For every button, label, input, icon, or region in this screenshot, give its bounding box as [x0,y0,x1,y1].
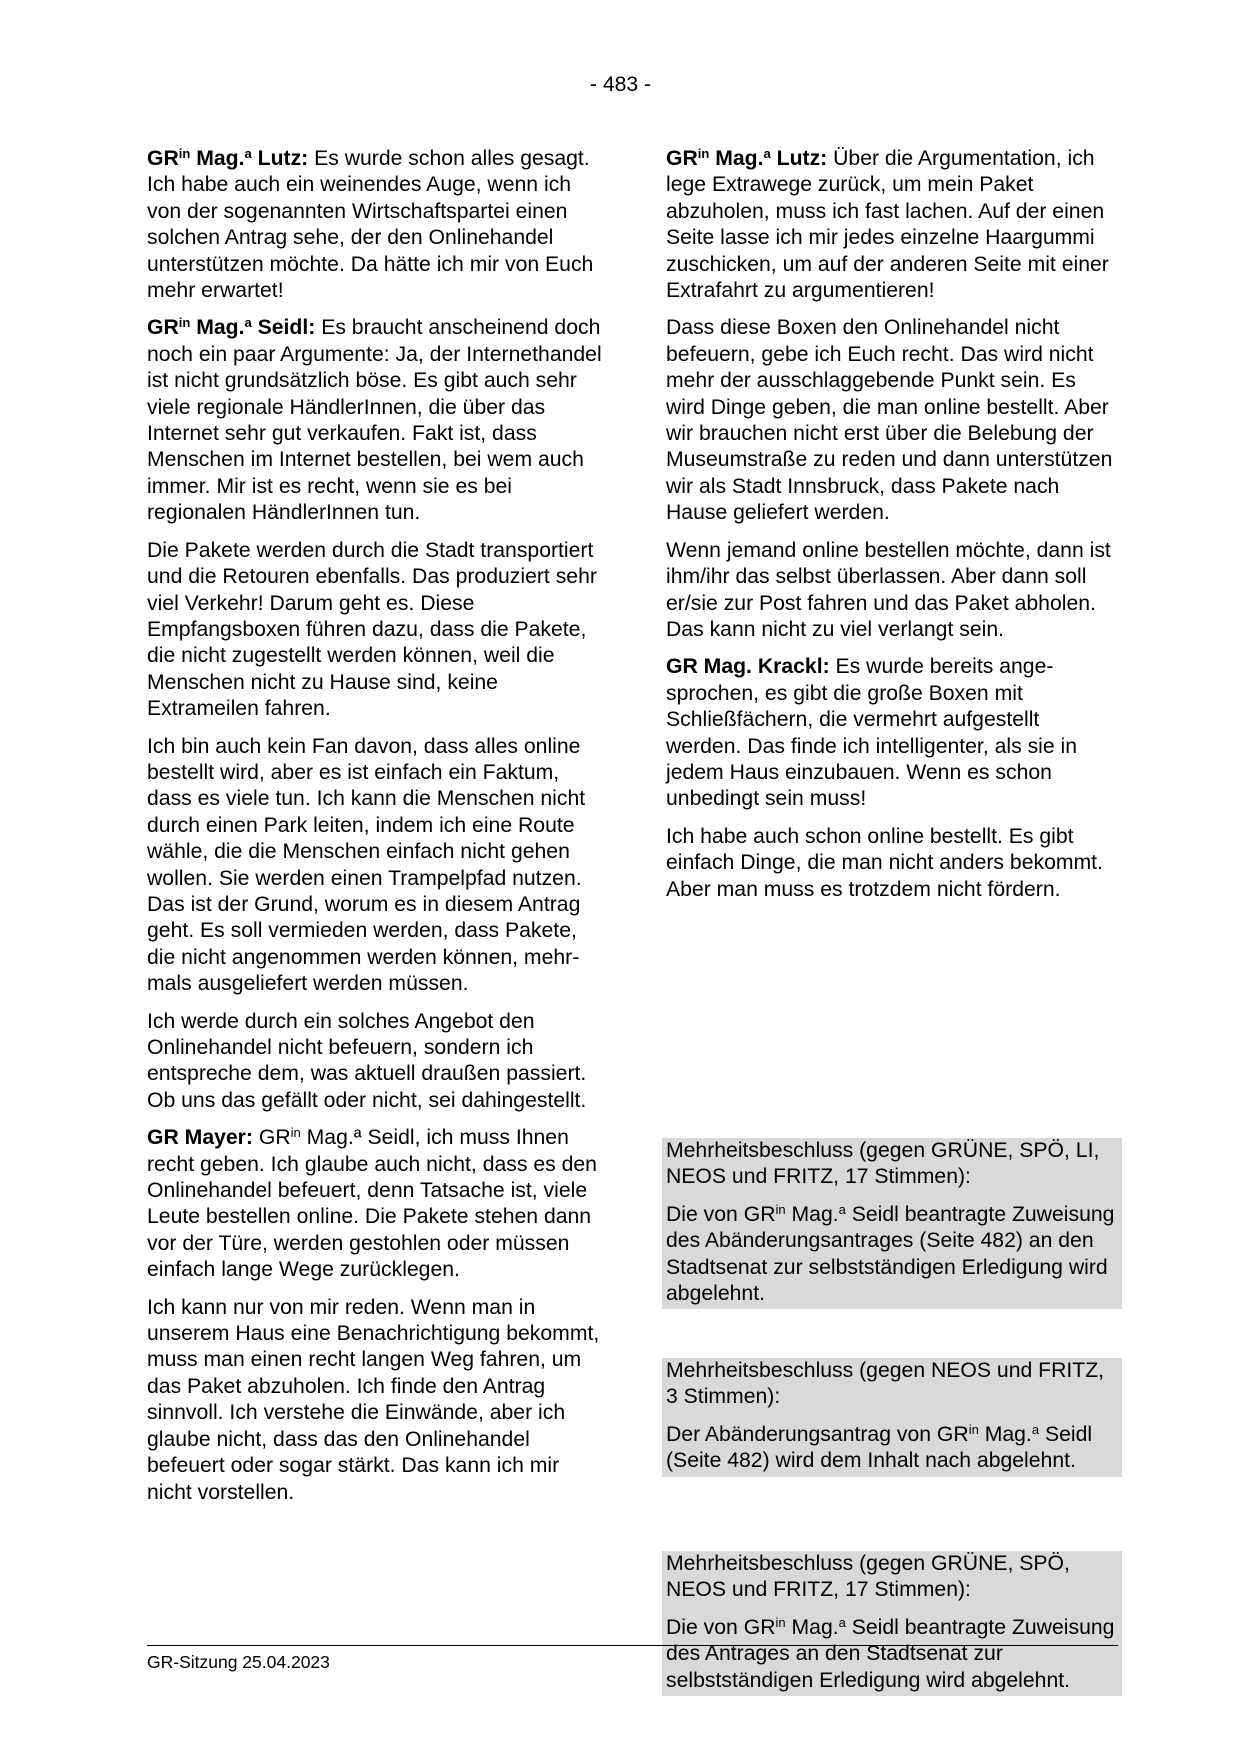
speaker-name: $GR^{in}$ Mag.$^a$ Lutz: [666,146,828,170]
paragraph: Wenn jemand online bestellen möchte, dann ist ihm/ihr das selbst überlassen. Aber dann soll er/sie zur Post fahren und das Paket abholen. Das kann nicht zu viel verlangt sein. [666,538,1111,641]
paragraph: Ich habe auch schon online bestellt. Es gibt einfach Dinge, die man nicht anders bekommt. Aber man muss es trotzdem nicht fördern. [666,824,1103,901]
speaker-name: GR Mayer: [147,1126,253,1150]
speech-seidl [147,315,607,526]
resolution-heading: Mehrheitsbeschluss (gegen NEOS und FRITZ, 3 Stimmen): [666,1359,1105,1409]
resolution-text: Die von $GR^{in}$ Mag.$^a$ Seidl beantragte Zuweisung des Antrages an den Stadtsenat zur selbstständigen Erledigung wird abgelehnt. [666,1614,1115,1692]
speaker-name: $GR^{in}$ Mag.$^a$ Seidl: [147,315,316,340]
speech-text: Über die Argumentation, ich lege Extrawege zurück, um mein Paket abzuholen, muss ich fast lachen. Auf der einen Seite lasse ich mir jedes einzelne Haargummi zuschicken, um auf der anderen Seite mit einer Extrafahrt zu argumentieren! [666,147,1109,303]
resolution-box [662,1551,1122,1696]
footer-session-date: GR-Sitzung 25.04.2023 [147,1652,330,1672]
speech-mayer: GR Mayer: $GR^{in}$ Mag.ª Seidl, ich muss Ihnen recht geben. Ich glaube auch nicht, dass es den Onlinehandel befeuert, denn Tatsache ist, viele Leute bestellen online. Die Pakete stehen dann vor der Türe, werden gestohlen oder müssen einfach lange Wege zurücklegen. [147,1125,597,1282]
speech-text: Es wurde bereits angesprochen, es gibt die große Boxen mit Schließfächern, die vermehrt aufgestellt werden. Das finde ich intelligenter, als sie in jedem Haus einzubauen. Wenn es schon unbedingt sein muss! [666,655,1078,811]
speech-text: Mag.ª Seidl, ich muss Ihnen recht geben. Ich glaube auch nicht, dass es den Onlinehandel befeuert, denn Tatsache ist, viele Leute bestellen online. Die Pakete stehen dann vor der Türe, werden gestohlen oder müssen einfach lange Wege zurücklegen. [147,1126,597,1282]
resolution-heading: Mehrheitsbeschluss (gegen GRÜNE, SPÖ, NEOS und FRITZ, 17 Stimmen): [666,1552,1070,1602]
left-column [147,146,607,1517]
speaker-name: GR Mag. Krackl: [666,655,830,679]
right-column [666,146,1118,1692]
paragraph: Ich werde durch ein solches Angebot den Onlinehandel nicht befeuern, sondern ich entspreche dem, was aktuell draußen passiert. Ob uns das gefällt oder nicht, sei dahingestellt. [147,1009,587,1112]
speech-text: Es wurde schon alles gesagt. Ich habe auch ein weinendes Auge, wenn ich von der sogenannten Wirtschaftspartei einen solchen Antrag sehe, der den Onlinehandel unterstützen möchte. Da hätte ich mir von Euch mehr erwartet! [147,147,594,303]
page-number: - 483 - [589,73,652,96]
footer-divider [147,1645,1118,1646]
paragraph: Ich bin auch kein Fan davon, dass alles online bestellt wird, aber es ist einfach ein Faktum, dass es viele tun. Ich kann die Menschen nicht durch einen Park leiten, indem ich eine Route wähle, die die Menschen einfach nicht gehen wollen. Sie werden einen Trampelpfad nutzen. Das ist der Grund, worum es in diesem Antrag geht. Es soll vermieden werden, dass Pakete, die nicht angenommen werden können, mehrmals ausgeliefert werden müssen. [147,734,586,996]
speech-text: Es braucht anscheinend doch noch ein paar Argumente: Ja, der Internethandel ist nicht grundsätzlich böse. Es gibt auch sehr viele regionale HändlerInnen, die über das Internet sehr gut verkaufen. Fakt ist, dass Menschen im Internet bestellen, bei wem auch immer. Mir ist es recht, wenn sie es bei regionalen HändlerInnen tun. [147,316,602,525]
speaker-name: $GR^{in}$ Mag.$^a$ Lutz: [147,146,309,170]
paragraph: Die Pakete werden durch die Stadt transportiert und die Retouren ebenfalls. Das produziert sehr viel Verkehr! Darum geht es. Diese Empfangsboxen führen dazu, dass die Pakete, die nicht zugestellt werden können, weil die Menschen nicht zu Hause sind, keine Extrameilen fahren. [147,538,597,721]
speech-krackl [666,654,1118,812]
resolution-box [662,1138,1122,1309]
resolution-box [662,1358,1122,1477]
paragraph: Dass diese Boxen den Onlinehandel nicht befeuern, gebe ich Euch recht. Das wird nicht mehr der ausschlaggebende Punkt sein. Es wird Dinge geben, die man online bestellt. Aber wir brauchen nicht erst über die Belebung der Museumstraße zu reden und dann unterstützen wir als Stadt Innsbruck, dass Pakete nach Hause geliefert werden. [666,316,1113,525]
resolution-text: Die von $GR^{in}$ Mag.$^a$ Seidl beantragte Zuweisung des Abänderungsantrages (Seite 482) an den Stadtsenat zur selbstständigen Erledigung wird abgelehnt. [666,1201,1115,1306]
speech-lutz-2 [666,146,1118,304]
resolution-text: Der Abänderungsantrag von $GR^{in}$ Mag.$^a$ Seidl (Seite 482) wird dem Inhalt nach abgelehnt. [666,1421,1093,1473]
resolution-heading: Mehrheitsbeschluss (gegen GRÜNE, SPÖ, LI, NEOS und FRITZ, 17 Stimmen): [666,1139,1100,1189]
speech-lutz-1 [147,146,607,304]
paragraph: Ich kann nur von mir reden. Wenn man in unserem Haus eine Benachrichtigung bekommt, muss man einen recht langen Weg fahren, um das Paket abzuholen. Ich finde den Antrag sinnvoll. Ich verstehe die Einwände, aber ich glaube nicht, dass das den Onlinehandel befeuert oder sogar stärkt. Das kann ich mir nicht vorstellen. [147,1295,600,1504]
